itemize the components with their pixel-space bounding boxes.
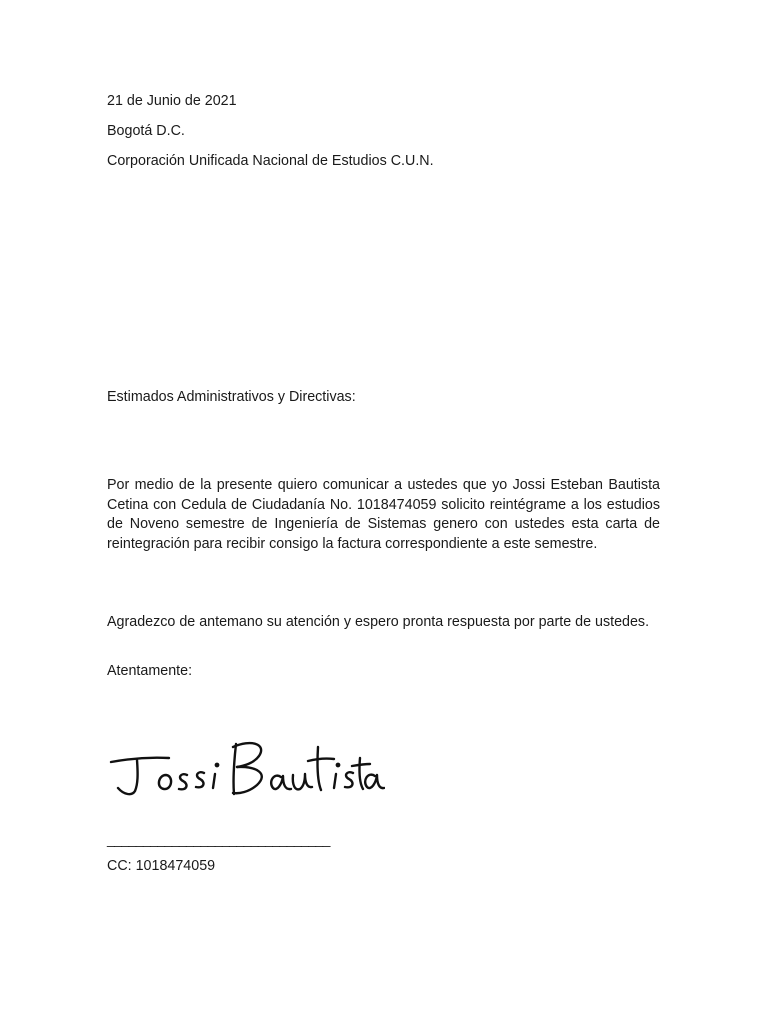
letter-date: 21 de Junio de 2021 bbox=[107, 93, 237, 109]
letter-thanks: Agradezco de antemano su atención y espero pronta respuesta por parte de ustedes. bbox=[107, 614, 650, 630]
signature-image bbox=[107, 722, 385, 818]
signature-line: _______________________________ bbox=[107, 831, 330, 847]
letter-body: Por medio de la presente quiero comunicar a ustedes que yo Jossi Esteban Bautista Cetina con Cedula de Ciudadanía No. 1018474059 solicito reintégrame a los estudios de Noveno semestre de Ingeniería de Sistemas genero con ustedes esta carta de reintegración para recibir consigo la factura correspondiente a este semestre. bbox=[107, 477, 660, 552]
letter-salutation: Estimados Administrativos y Directivas: bbox=[107, 389, 356, 405]
letter-city: Bogotá D.C. bbox=[107, 123, 185, 139]
letter-id-number: CC: 1018474059 bbox=[107, 858, 216, 874]
letter-recipient: Corporación Unificada Nacional de Estudios C.U.N. bbox=[107, 153, 434, 169]
letter-closing: Atentamente: bbox=[107, 663, 193, 679]
